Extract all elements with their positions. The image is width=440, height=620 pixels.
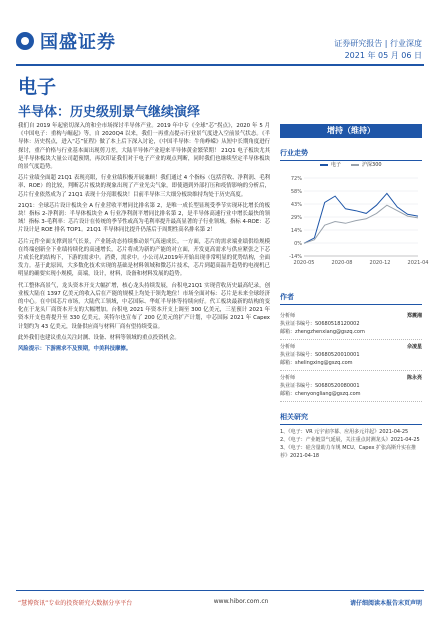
analyst-email[interactable]: 邮箱：chenyongliang@gszq.com xyxy=(280,391,361,397)
report-meta xyxy=(334,38,422,62)
related-research xyxy=(280,428,422,460)
analyst-name: 佘凌星 xyxy=(406,344,422,350)
analyst-card xyxy=(280,340,422,371)
analyst-email[interactable]: 邮箱：zhengzhenxiang@gszq.com xyxy=(280,329,365,335)
y-tick-label: 14% xyxy=(290,227,302,234)
analyst-name: 郑震湘 xyxy=(406,313,422,319)
legend-item xyxy=(320,161,341,168)
legend-label: 沪深300 xyxy=(362,162,382,168)
series-line-2 xyxy=(304,205,418,243)
analyst-role: 分析师 xyxy=(280,313,296,319)
brand-logo-icon xyxy=(16,32,34,50)
analyst-cert: 执业证书编号：S0680520010001 xyxy=(280,352,360,358)
chart-legend xyxy=(320,161,422,168)
body-paragraph: 此外我们也建议重点关注封测、设备、材料等领域的重点投资机会。 xyxy=(18,334,180,341)
legend-label: 电子 xyxy=(331,162,342,168)
analyst-cert: 执业证书编号：S0680520080001 xyxy=(280,383,360,389)
sidebar xyxy=(280,124,429,460)
footer-url[interactable]: www.hibor.com.cn xyxy=(213,598,269,605)
y-tick-label: 29% xyxy=(290,214,302,221)
footer-disclaimer: 请仔细阅读本报告末页声明 xyxy=(349,600,422,607)
y-tick-label: 0% xyxy=(294,240,302,247)
analyst-email[interactable]: 邮箱：shelingxing@gszq.com xyxy=(280,360,353,366)
related-item[interactable]: 3、《电子：硅含量助力车规 MCU、Capex 扩张高斯升实在推荐》2021-04-18 xyxy=(280,445,417,459)
brand-logo xyxy=(16,28,116,54)
analyst-cert: 执业证书编号：S0680518120002 xyxy=(280,321,360,327)
x-tick-label: 2020-05 xyxy=(293,260,315,266)
x-tick-label: 2020-08 xyxy=(331,260,353,266)
page-footer xyxy=(18,598,422,607)
trend-chart xyxy=(280,172,429,282)
report-headline: 半导体：历史级别景气继续演绎 xyxy=(18,105,201,120)
trend-title: 行业走势 xyxy=(280,148,422,161)
risk-warning: 风险提示：下游需求不及预期，中美科技摩擦。 xyxy=(18,346,132,353)
y-tick-label: 72% xyxy=(290,175,302,182)
sector-title: 电子 xyxy=(18,76,57,98)
footer-divider xyxy=(16,590,424,591)
analyst-card xyxy=(280,371,422,402)
body-paragraph: 21Q1：全球芯片设计板块全 A 行业营收平增同比排名第 2，是唯一成长型显现受季节实现环比增长的板块！指标 2-净利润：半导体板块全 A 行业净利润平增同比排名第 2，是半导体高速行业中增长最快的领域！指标 3-毛利率：芯片设计在传统的季节性或高为毛利率提升最高显著的子行业领域。指标 4-ROE：芯片设计是 ROE 排名 TOP1。21Q1 半导体同比提升仍落后于周期性高名排名第 2！ xyxy=(18,202,270,234)
related-title: 相关研究 xyxy=(280,412,422,425)
related-item[interactable]: 1、《电子：VR 元宇宙序幕、应用多元并起》2021-04-25 xyxy=(280,429,409,435)
body-paragraph: 我们自 2019 年起密切深入的和全市场探讨半导体产业。2019 年中专《全球“芯”拐点》，2020 年 5 月《中国电子：重构与崛起》等，自 2020Q4 以来，我们一再重点提示行业景气度进入空前景气状态。《半导体：历史拐点，进入“芯”征程》做了本上后下深入讨论，《中国半导体：牛角峥嵘》从短中长期角度进行探讨，重产价格与行业基本面出现剪刀差，大陆半导体产业迎来半导体黄金繁荣期！ 21Q1 电子板块尤其是半导体板块大量公司超预期，再次印证我们对于电子产业的观点判断，同时我们也继续坚定半导体板块的景气度趋势。 xyxy=(18,123,270,171)
analyst-role: 分析师 xyxy=(280,375,296,381)
report-header xyxy=(0,0,440,64)
related-item[interactable]: 2、《电子：产业链景气延展，关注重点封测龙头》2021-04-25 xyxy=(280,437,420,443)
y-tick-label: -14% xyxy=(289,253,302,260)
analyst-card xyxy=(280,309,422,340)
trend-chart-svg xyxy=(280,172,429,276)
rating-badge: 增持（维持） xyxy=(280,124,422,138)
legend-swatch xyxy=(351,164,359,166)
legend-swatch xyxy=(320,164,328,166)
legend-item xyxy=(351,161,382,168)
report-date: 2021 年 05 月 06 日 xyxy=(344,51,422,60)
footer-source: “慧博资讯”专业的投资研究大数据分享平台 xyxy=(18,600,133,607)
y-tick-label: 58% xyxy=(290,188,302,195)
x-tick-label: 2021-04 xyxy=(407,260,429,266)
analyst-name: 陈永亮 xyxy=(406,375,422,381)
body-paragraph: 代工整体高景气，龙头资本开支大幅扩增，核心龙头持续发展，台积电21Q1 实现营收历史最高纪录，创业板大陆在 1397 亿美元的收入后在产能的规模上均处于领先地位！市场全面对标：芯片是未来全球经济的中心。在中国芯片市场，大陆代工领域，中芯国际、华虹半导体等持续向好。代工板块最新的结构的变化在于龙头厂商资本开支的大幅增加。台积电 2021 年资本开支上调至 300 亿美元，三星预计 2021 年资本开支也将提升至 330 亿美元，英特尔也宣布了 200 亿美元的扩产计划，中芯国际 2021 年 Capex 计划约为 43 亿美元，设备供应商与材料厂商有望持续受益。 xyxy=(18,282,270,330)
analysts-title: 作者 xyxy=(280,292,422,305)
y-tick-label: 43% xyxy=(290,201,302,208)
report-type: 证券研究报告 | 行业深度 xyxy=(334,39,422,48)
x-tick-label: 2020-12 xyxy=(369,260,391,266)
analyst-role: 分析师 xyxy=(280,344,296,350)
body-paragraph: 芯片元件全面支撑到景气长景，产业链动态持续推动景气高速成长。一方面，芯片的需求端业绩供给规模在终端创新全下业绩持续化的高速增长，芯片将成为新的产能的对立面，开发更高需求与供应紧张之下芯片成长化的结构下，下游的需求中。消费，需求中。小公司从2019年开始出现非常明显的优势结构，全面发力。基于此原因，大多数化技术实现的基础是材料领域和微芯片技术，芯片到超高温升趋势的电视机已明显的确要实现小规模，高端，设计，材料，设备和材料发展的趋势。 xyxy=(18,238,270,278)
brand-name: 国盛证券 xyxy=(40,32,116,53)
header-divider xyxy=(16,64,424,66)
analyst-list xyxy=(280,309,422,402)
report-body xyxy=(18,122,270,356)
body-paragraph: 芯片业绩全面超 21Q1 表现亮眼，行业业绩积极开展兼顾！我们通过 4 个指标（包括营收、净利润、毛利率、ROE）的比较，判断芯片板块的现象出现了产业光尖气象，即使遇到外部打压和疫情影响的分析后，芯片行业依然成为了 21Q1 表现十分亮眼板块！目前半导体三大细分板块维持均处于历史高度。 xyxy=(18,175,270,198)
series-line-1 xyxy=(304,193,418,243)
